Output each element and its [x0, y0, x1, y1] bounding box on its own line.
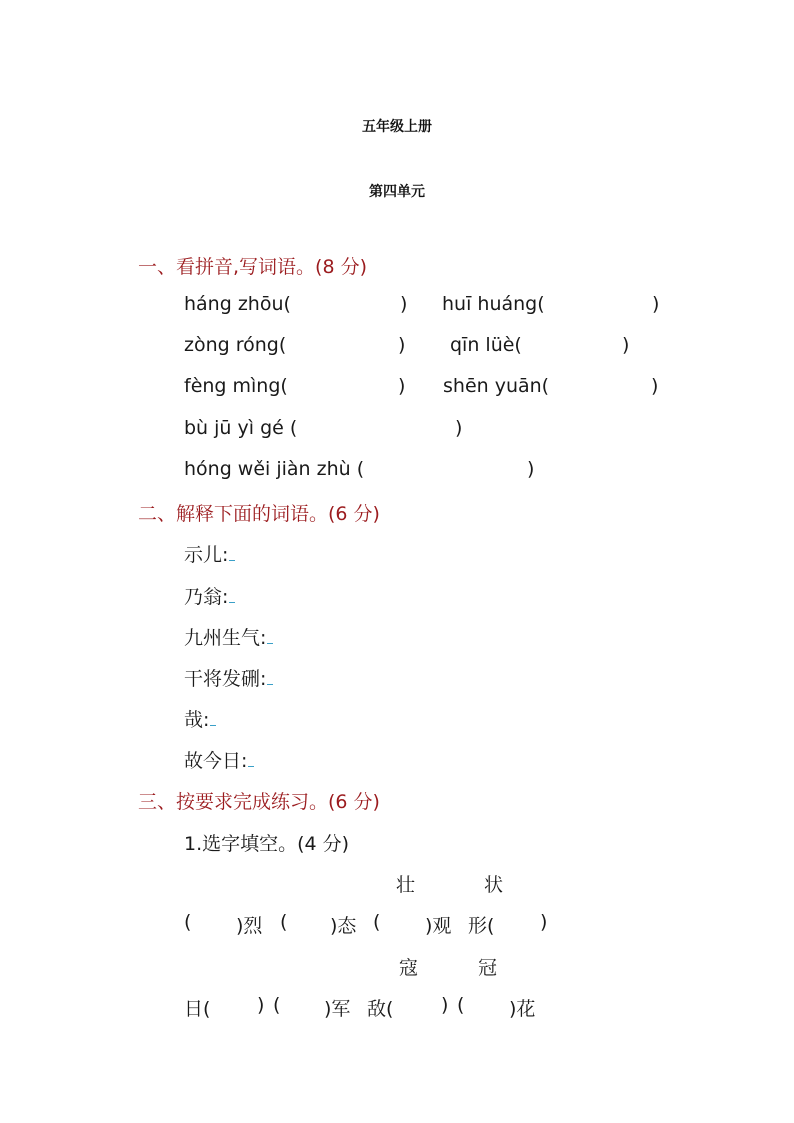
- option-char: 冠: [478, 957, 498, 979]
- fill-blank[interactable]: (: [184, 911, 192, 933]
- answer-blank-close[interactable]: ): [400, 293, 408, 315]
- section3-title: 三、按要求完成练习。(6 分): [138, 791, 380, 813]
- unit-title: 第四单元: [369, 184, 425, 200]
- pinyin-item: huī huáng(: [442, 293, 545, 315]
- answer-line[interactable]: [248, 747, 254, 767]
- answer-blank-close[interactable]: ): [398, 334, 406, 356]
- answer-blank-close[interactable]: ): [455, 417, 463, 439]
- section1-title: 一、看拼音,写词语。(8 分): [138, 256, 367, 278]
- term-label: 示儿:: [184, 544, 229, 566]
- answer-blank-close[interactable]: ): [527, 458, 535, 480]
- definition-item[interactable]: [184, 582, 235, 609]
- answer-line[interactable]: [229, 583, 235, 603]
- pinyin-item: shēn yuān(: [443, 375, 550, 397]
- fill-blank[interactable]: ): [540, 911, 548, 933]
- answer-blank-close[interactable]: ): [398, 375, 406, 397]
- definition-item[interactable]: [184, 664, 273, 691]
- term-label: 乃翁:: [184, 586, 229, 608]
- section2-title: 二、解释下面的词语。(6 分): [138, 503, 380, 525]
- answer-line[interactable]: [267, 624, 273, 644]
- pinyin-item: zòng róng(: [184, 334, 287, 356]
- fill-word: )态: [330, 915, 357, 937]
- fill-word: )烈: [236, 915, 263, 937]
- answer-blank-close[interactable]: ): [651, 375, 659, 397]
- fill-word: 敌(: [367, 998, 394, 1020]
- term-label: 干将发硎:: [184, 668, 267, 690]
- pinyin-item: bù jū yì gé (: [184, 417, 298, 439]
- option-char: 寇: [399, 957, 419, 979]
- answer-line[interactable]: [229, 541, 235, 561]
- fill-blank[interactable]: ): [257, 994, 265, 1016]
- definition-item[interactable]: [184, 623, 273, 650]
- fill-blank[interactable]: (: [457, 994, 465, 1016]
- pinyin-item: fèng mìng(: [184, 375, 288, 397]
- term-label: 哉:: [184, 709, 210, 731]
- fill-blank[interactable]: (: [373, 911, 381, 933]
- subquestion-title: 1.选字填空。(4 分): [184, 833, 350, 855]
- option-char: 状: [484, 874, 504, 896]
- definition-item[interactable]: [184, 705, 216, 732]
- grade-title: 五年级上册: [362, 119, 432, 135]
- term-label: 九州生气:: [184, 627, 267, 649]
- term-label: 故今日:: [184, 750, 248, 772]
- option-char: 壮: [396, 874, 416, 896]
- fill-blank[interactable]: ): [441, 994, 449, 1016]
- pinyin-item: hóng wěi jiàn zhù (: [184, 458, 365, 480]
- definition-item[interactable]: [184, 540, 235, 567]
- pinyin-item: háng zhōu(: [184, 293, 291, 315]
- pinyin-item: qīn lüè(: [450, 334, 522, 356]
- fill-blank[interactable]: (: [280, 911, 288, 933]
- fill-word: )观: [425, 915, 452, 937]
- fill-blank[interactable]: (: [273, 994, 281, 1016]
- answer-line[interactable]: [210, 706, 216, 726]
- answer-line[interactable]: [267, 665, 273, 685]
- fill-word: )花: [509, 998, 536, 1020]
- fill-word: 日(: [184, 998, 211, 1020]
- fill-word: )军: [324, 998, 351, 1020]
- fill-word: 形(: [468, 915, 495, 937]
- definition-item[interactable]: [184, 746, 254, 773]
- answer-blank-close[interactable]: ): [622, 334, 630, 356]
- answer-blank-close[interactable]: ): [652, 293, 660, 315]
